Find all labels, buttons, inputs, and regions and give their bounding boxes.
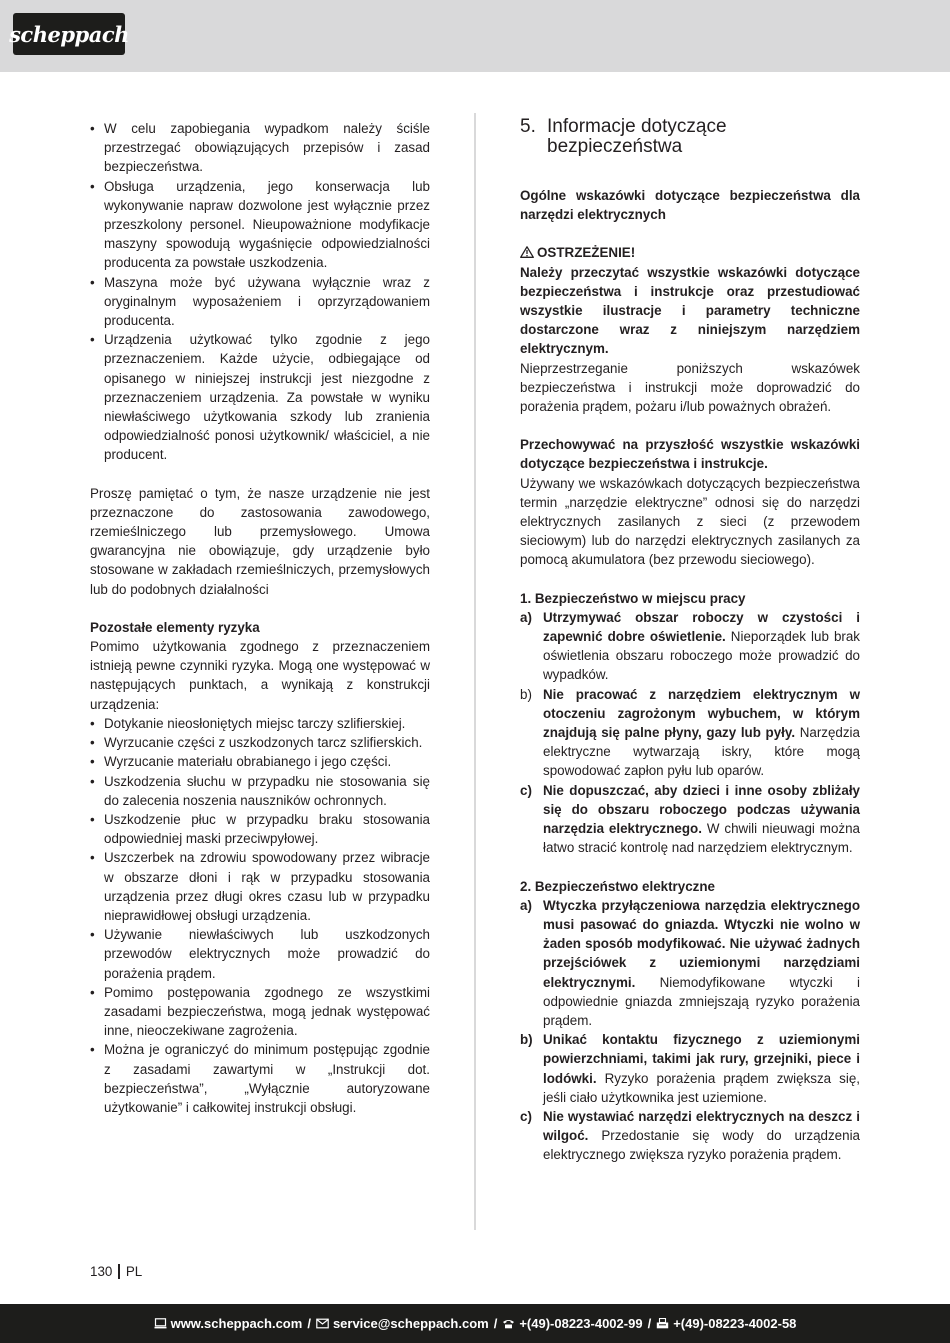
risks-bullet-list (90, 714, 430, 1117)
item-marker: b) (520, 1032, 533, 1048)
list-item: • Uszkodzenia słuchu w przypadku nie stosowania się do zalecenia noszenia nauszników ochronnych. (90, 772, 430, 810)
item-bold-text: Utrzymywać obszar roboczy w czystości i zapewnić dobre oświetlenie. (543, 609, 860, 645)
electrical-safety-list (520, 896, 860, 1165)
list-item (520, 608, 860, 685)
item-text: Przedostanie się wody do urządzenia elektrycznego zwiększa ryzyko porażenia prądem. (543, 1128, 860, 1163)
list-item: • Maszyna może być używana wyłącznie wraz z oryginalnym wyposażeniem i oprzyrządowaniem producenta. (90, 273, 430, 331)
section-heading (520, 117, 860, 157)
column-divider (474, 113, 476, 1230)
keep-instructions-text: Używany we wskazówkach dotyczących bezpieczeństwa termin „narzędzie elektryczne” odnosi się do narzędzi elektrycznych zasilanych z sieci (z przewodem sieciowym) lub do narzędzi elektrycznych zasilanych za pomocą akumulatora (bez przewodu sieciowego). (520, 475, 860, 568)
right-column (520, 117, 860, 1165)
warning-triangle-icon (520, 246, 534, 258)
list-item: • Obsługa urządzenia, jego konserwacja lub wykonywanie napraw dozwolone jest wyłącznie przez przeszkolony personel. Nieupoważnione modyfikacje maszyny spowodują wygaśnięcie odpowiedzialności producenta za powstałe uszkodzenia. (90, 177, 430, 273)
computer-icon (154, 1318, 167, 1329)
warning-text: OSTRZEŻENIE! (537, 245, 636, 261)
page-number (90, 1264, 142, 1279)
item-bold-text: Unikać kontaktu fizycznego z uziemionymi powierzchniami, takimi jak rury, grzejniki, piece i lodówki. (543, 1032, 860, 1086)
warning-label (520, 243, 860, 262)
item-text: Niemodyfikowane wtyczki i odpowiednie gniazda zmniejszają ryzyko porażenia prądem. (543, 974, 860, 1028)
footer-fax-number[interactable]: +(49)-08223-4002-58 (673, 1316, 797, 1331)
logo-text: scheppach (9, 21, 129, 47)
item-bold-text: Nie dopuszczać, aby dzieci i inne osoby zbliżały się do obszaru roboczego podczas używania narzędzia elektrycznego. (543, 782, 860, 837)
list-item: • Można je ograniczyć do minimum postępując zgodnie z zasadami zawartymi w „Instrukcji dot. bezpieczeństwa”, „Wyłącznie autoryzowane użytkowanie” i całkowitej instrukcji obsługi. (90, 1040, 430, 1117)
item-marker: c) (520, 1108, 532, 1124)
risks-intro: Pomimo użytkowania zgodnego z przeznaczeniem istnieją pewne czynniki ryzyka. Mogą one występować w następujących punktach, a wynikają z konstrukcji urządzenia: (90, 639, 430, 712)
header-bar (0, 0, 950, 72)
left-column (90, 119, 430, 1117)
item-text: Ryzyko porażenia prądem zwiększa się, jeśli ciało użytkownika jest uziemione. (543, 1070, 860, 1105)
list-item (520, 1030, 860, 1107)
item-text: Nieporządek lub brak oświetlenia obszaru roboczego może prowadzić do wypadków. (543, 629, 861, 683)
footer-phone[interactable] (502, 1316, 642, 1331)
footer-separator: / (307, 1316, 311, 1331)
list-item: • Używanie niewłaściwych lub uszkodzonych przewodów elektrycznych może prowadzić do porażenia prądem. (90, 925, 430, 983)
list-item (520, 685, 860, 781)
scheppach-logo (9, 13, 129, 55)
list-item: • Urządzenia użytkować tylko zgodnie z jego przeznaczeniem. Każde użycie, odbiegające od opisanego w niniejszej instrukcji jest niezgodne z przeznaczeniem urządzenia. Za powstałe w wyniku niewłaściwego użytkowania szkody lub zranienia odpowiedzialność ponosi użytkownik/ właściciel, a nie producent. (90, 330, 430, 464)
risks-heading: Pozostałe elementy ryzyka (90, 619, 260, 635)
list-item (520, 1107, 860, 1165)
electrical-safety-heading: 2. Bezpieczeństwo elektryczne (520, 878, 715, 894)
list-item: • Uszczerbek na zdrowiu spowodowany przez wibracje w obszarze dłoni i rąk w przypadku stosowania urządzenia przez długi okres czasu lub w przypadku nieprawidłowej obsługi urządzenia. (90, 848, 430, 925)
keep-instructions-heading: Przechowywać na przyszłość wszystkie wskazówki dotyczące bezpieczeństwa i instrukcje. (520, 437, 860, 472)
footer-web[interactable] (154, 1316, 303, 1331)
list-item: • Wyrzucanie materiału obrabianego i jego części. (90, 752, 430, 771)
list-item (520, 896, 860, 1030)
page-number-value: 130 (90, 1264, 113, 1279)
item-text: Narzędzia elektryczne wytwarzają iskry, które mogą spowodować zapłon pyłu lub oparów. (543, 725, 860, 779)
footer-web-link[interactable]: www.scheppach.com (170, 1316, 303, 1331)
fax-icon (656, 1318, 669, 1329)
phone-icon (502, 1318, 515, 1329)
intro-bullet-list (90, 119, 430, 465)
general-heading: Ogólne wskazówki dotyczące bezpieczeństwa dla narzędzi elektrycznych (520, 188, 860, 223)
item-bold-text: Wtyczka przyłączeniowa narzędzia elektrycznego musi pasować do gniazda. Wtyczki nie wolno w żaden sposób modyfikować. Nie używać żadnych przejściówek z uziemionymi narzędziami elektrycznymi. (543, 897, 860, 990)
footer-email-link[interactable]: service@scheppach.com (332, 1316, 489, 1331)
list-item: • W celu zapobiegania wypadkom należy ściśle przestrzegać obowiązujących przepisów i zasad bezpieczeństwa. (90, 119, 430, 177)
work-area-list (520, 608, 860, 858)
item-text: W chwili nieuwagi można łatwo stracić kontrolę nad narzędziem elektrycznym. (543, 821, 860, 856)
item-marker: a) (520, 609, 532, 625)
item-bold-text: Nie pracować z narzędziem elektrycznym w otoczeniu zagrożonym wybuchem, w którym znajdują się palne płyny, gazy lub pyły. (543, 686, 860, 741)
page-number-divider (118, 1264, 120, 1279)
list-item: • Wyrzucanie części z uszkodzonych tarcz szlifierskich. (90, 733, 430, 752)
list-item: • Pomimo postępowania zgodnego ze wszystkimi zasadami bezpieczeństwa, mogą jednak występować inne, nieoczekiwane zagrożenia. (90, 983, 430, 1041)
section-number: 5. (520, 116, 536, 137)
list-item: • Uszkodzenie płuc w przypadku braku stosowania odpowiedniej maski przeciwpyłowej. (90, 810, 430, 848)
item-marker: a) (520, 897, 532, 913)
section-title: Informacje dotyczące bezpieczeństwa (547, 116, 727, 157)
warning-body-text: Nieprzestrzeganie poniższych wskazówek bezpieczeństwa i instrukcji może doprowadzić do porażenia prądem, pożaru i/lub poważnych obrażeń. (520, 360, 860, 415)
list-item: • Dotykanie nieosłoniętych miejsc tarczy szlifierskiej. (90, 714, 430, 733)
warning-bold-text: Należy przeczytać wszystkie wskazówki dotyczące bezpieczeństwa i instrukcje oraz przestudiować wszystkie ilustracje i parametry techniczne dostarczone wraz z niniejszym narzędziem elektrycznym. (520, 264, 860, 357)
list-item (520, 781, 860, 858)
item-marker: c) (520, 782, 532, 798)
footer-separator: / (493, 1316, 498, 1331)
footer-phone-number[interactable]: +(49)-08223-4002-99 (519, 1316, 643, 1331)
footer-separator: / (647, 1316, 652, 1331)
footer-bar (0, 1304, 950, 1343)
page-language: PL (125, 1264, 143, 1279)
footer-email[interactable] (316, 1316, 489, 1331)
item-bold-text: Nie wystawiać narzędzi elektrycznych na deszcz i wilgoć. (543, 1108, 860, 1144)
footer-fax[interactable] (656, 1316, 796, 1331)
item-marker: b) (520, 686, 532, 702)
email-icon (316, 1318, 329, 1329)
work-area-heading: 1. Bezpieczeństwo w miejscu pracy (520, 590, 746, 606)
usage-note: Proszę pamiętać o tym, że nasze urządzenie nie jest przeznaczone do zastosowania zawodowego, rzemieślniczego lub przemysłowego. Umowa gwarancyjna nie obowiązuje, gdy urządzenie było stosowane w zakładach rzemieślniczych, przemysłowych lub do podobnych działalności (90, 485, 430, 597)
